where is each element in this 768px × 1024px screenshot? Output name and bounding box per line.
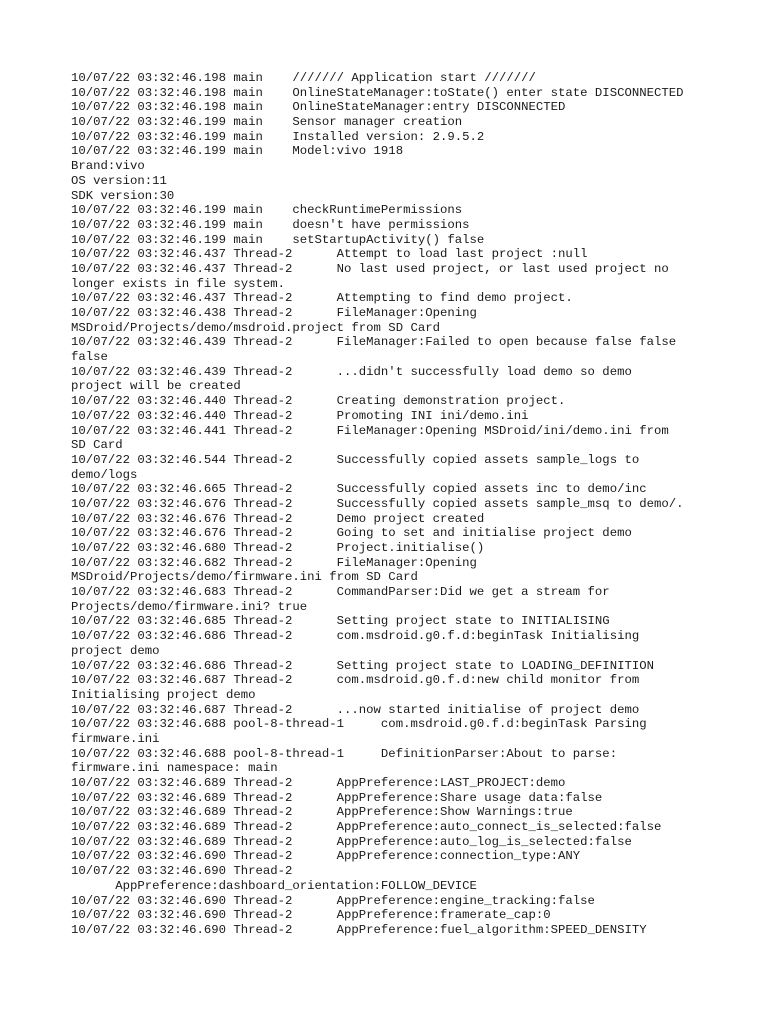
log-line: project demo xyxy=(71,643,160,658)
log-line: 10/07/22 03:32:46.690 Thread-2 AppPreference:framerate_cap:0 xyxy=(71,908,551,923)
log-line: 10/07/22 03:32:46.683 Thread-2 CommandParser:Did we get a stream for xyxy=(71,585,610,600)
log-line: 10/07/22 03:32:46.686 Thread-2 com.msdroid.g0.f.d:beginTask Initialising xyxy=(71,629,640,644)
log-line: 10/07/22 03:32:46.198 main OnlineStateManager:entry DISCONNECTED xyxy=(71,100,566,115)
log-line: 10/07/22 03:32:46.685 Thread-2 Setting project state to INITIALISING xyxy=(71,614,610,629)
log-line: 10/07/22 03:32:46.688 pool-8-thread-1 DefinitionParser:About to parse: xyxy=(71,746,618,761)
log-line: 10/07/22 03:32:46.680 Thread-2 Project.initialise() xyxy=(71,541,485,555)
log-document xyxy=(71,71,711,938)
log-line: 10/07/22 03:32:46.439 Thread-2 ...didn't successfully load demo so demo xyxy=(71,364,632,379)
log-line: 10/07/22 03:32:46.440 Thread-2 Creating demonstration project. xyxy=(71,394,566,409)
log-line: 10/07/22 03:32:46.437 Thread-2 Attempt to load last project :null xyxy=(71,247,588,262)
log-line: 10/07/22 03:32:46.440 Thread-2 Promoting INI ini/demo.ini xyxy=(71,408,529,423)
log-line: AppPreference:dashboard_orientation:FOLLOW_DEVICE xyxy=(71,878,477,893)
log-line: 10/07/22 03:32:46.198 main OnlineStateManager:toState() enter state DISCONNECTED xyxy=(71,85,684,100)
log-line: 10/07/22 03:32:46.199 main Installed version: 2.9.5.2 xyxy=(71,129,485,144)
log-line: 10/07/22 03:32:46.199 main checkRuntimePermissions xyxy=(71,203,463,218)
log-line: Initialising project demo xyxy=(71,687,256,702)
log-line: 10/07/22 03:32:46.689 Thread-2 AppPreference:Show Warnings:true xyxy=(71,805,573,820)
log-line: 10/07/22 03:32:46.682 Thread-2 FileManager:Opening xyxy=(71,555,477,570)
log-line: 10/07/22 03:32:46.690 Thread-2 xyxy=(71,864,293,879)
log-line: 10/07/22 03:32:46.686 Thread-2 Setting project state to LOADING_DEFINITION xyxy=(71,658,654,673)
log-line: Brand:vivo xyxy=(71,159,145,174)
log-line: longer exists in file system. xyxy=(71,276,286,291)
log-line: 10/07/22 03:32:46.441 Thread-2 FileManager:Opening MSDroid/ini/demo.ini from xyxy=(71,423,669,438)
log-line: demo/logs xyxy=(71,467,138,482)
log-line: OS version:11 xyxy=(71,173,167,188)
log-line: 10/07/22 03:32:46.690 Thread-2 AppPreference:connection_type:ANY xyxy=(71,849,581,864)
log-line: 10/07/22 03:32:46.199 main Model:vivo 1918 xyxy=(71,144,404,159)
log-line: 10/07/22 03:32:46.437 Thread-2 Attempting to find demo project. xyxy=(71,291,573,306)
log-line: 10/07/22 03:32:46.676 Thread-2 Going to set and initialise project demo xyxy=(71,526,632,541)
log-line: SDK version:30 xyxy=(71,188,175,203)
log-line: Projects/demo/firmware.ini? true xyxy=(71,599,308,614)
log-line: 10/07/22 03:32:46.439 Thread-2 FileManager:Failed to open because false false xyxy=(71,335,677,350)
log-line: MSDroid/Projects/demo/firmware.ini from SD Card xyxy=(71,570,418,585)
log-line: 10/07/22 03:32:46.687 Thread-2 com.msdroid.g0.f.d:new child monitor from xyxy=(71,673,640,688)
log-line: 10/07/22 03:32:46.438 Thread-2 FileManager:Opening xyxy=(71,306,477,320)
log-line: 10/07/22 03:32:46.199 main doesn't have permissions xyxy=(71,217,470,232)
log-line: 10/07/22 03:32:46.665 Thread-2 Successfully copied assets inc to demo/inc xyxy=(71,482,647,497)
log-line: firmware.ini xyxy=(71,731,160,746)
log-line: 10/07/22 03:32:46.689 Thread-2 AppPreference:LAST_PROJECT:demo xyxy=(71,776,566,790)
log-line: 10/07/22 03:32:46.676 Thread-2 Successfully copied assets sample_msq to demo/. xyxy=(71,496,684,511)
log-line: 10/07/22 03:32:46.676 Thread-2 Demo project created xyxy=(71,511,485,526)
log-line: firmware.ini namespace: main xyxy=(71,761,278,776)
log-line: 10/07/22 03:32:46.199 main Sensor manager creation xyxy=(71,115,463,130)
log-line: false xyxy=(71,350,108,365)
log-line: 10/07/22 03:32:46.199 main setStartupActivity() false xyxy=(71,232,485,247)
log-line: 10/07/22 03:32:46.688 pool-8-thread-1 com.msdroid.g0.f.d:beginTask Parsing xyxy=(71,717,647,732)
log-line: 10/07/22 03:32:46.690 Thread-2 AppPreference:engine_tracking:false xyxy=(71,893,595,908)
log-line: MSDroid/Projects/demo/msdroid.project from SD Card xyxy=(71,320,440,335)
log-line: 10/07/22 03:32:46.198 main /////// Application start /////// xyxy=(71,71,536,85)
log-line: SD Card xyxy=(71,438,123,453)
log-line: 10/07/22 03:32:46.689 Thread-2 AppPreference:auto_connect_is_selected:false xyxy=(71,820,662,835)
log-line: project will be created xyxy=(71,379,241,394)
log-line: 10/07/22 03:32:46.687 Thread-2 ...now started initialise of project demo xyxy=(71,702,640,717)
log-line: 10/07/22 03:32:46.690 Thread-2 AppPreference:fuel_algorithm:SPEED_DENSITY xyxy=(71,922,647,937)
log-line: 10/07/22 03:32:46.689 Thread-2 AppPreference:Share usage data:false xyxy=(71,790,603,805)
log-line: 10/07/22 03:32:46.689 Thread-2 AppPreference:auto_log_is_selected:false xyxy=(71,834,632,849)
log-line: 10/07/22 03:32:46.437 Thread-2 No last used project, or last used project no xyxy=(71,261,669,276)
log-line: 10/07/22 03:32:46.544 Thread-2 Successfully copied assets sample_logs to xyxy=(71,452,640,467)
